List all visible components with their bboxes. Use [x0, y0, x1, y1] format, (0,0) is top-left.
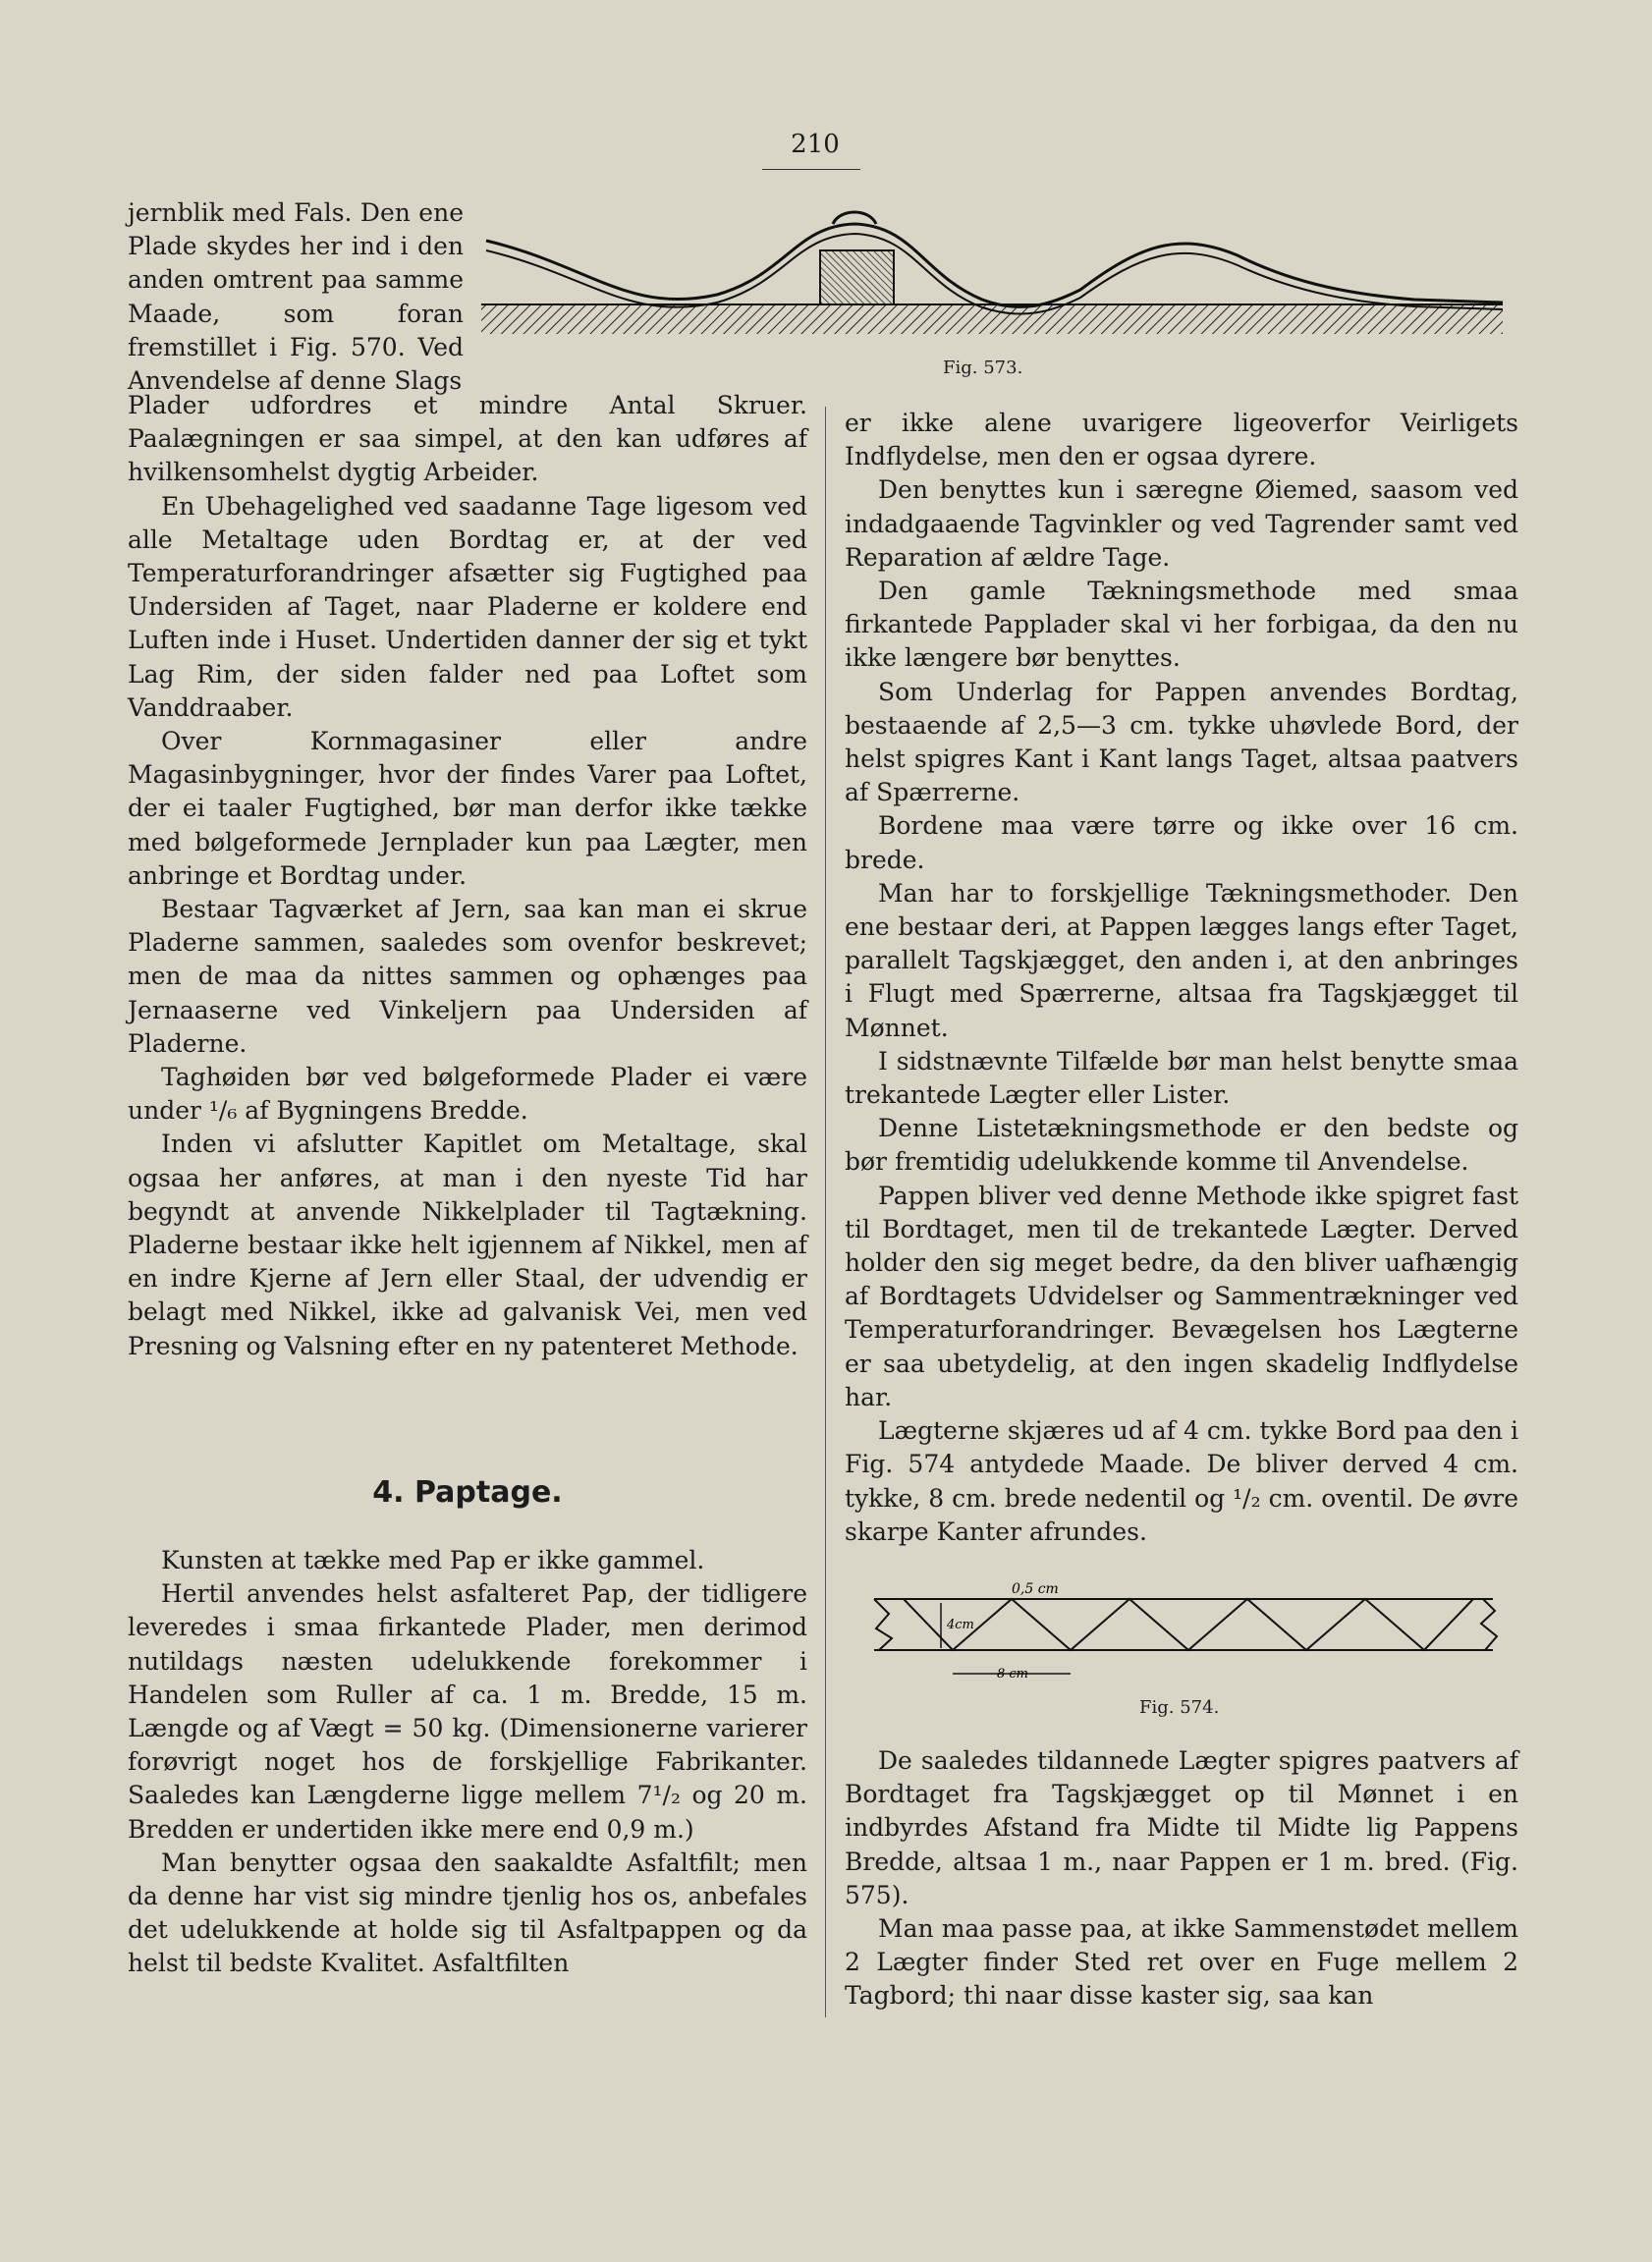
column-divider [825, 407, 826, 2017]
right-paragraph: De saaledes tildannede Lægter spigres paatvers af Bordtaget fra Tagskjægget op til Mønnet i en indbyrdes Afstand fra Midte til Midte lig Pappens Bredde, altsaa 1 m., naar Pappen er 1 m. bred. (Fig. 575). [845, 1746, 1518, 1909]
figure-573-caption: Fig. 573. [943, 358, 1023, 378]
right-paragraph: Bordene maa være tørre og ikke over 16 cm. brede. [845, 811, 1518, 874]
right-paragraph: er ikke alene uvarigere ligeoverfor Veirligets Indflydelse, men den er ogsaa dyrere. [845, 409, 1518, 471]
top-left-paragraph: jernblik med Fals. Den ene Plade skydes her ind i den anden omtrent paa samme Maade, som foran fremstillet i Fig. 570. Ved Anvendelse af denne Slags [128, 198, 464, 396]
page-number-rule [762, 169, 860, 170]
right-paragraph: Som Underlag for Pappen anvendes Bordtag, bestaaende af 2,5—3 cm. tykke uhøvlede Bord, der helst spigres Kant i Kant langs Taget, altsaa paatvers af Spærrerne. [845, 677, 1518, 807]
figure-574-caption: Fig. 574. [1139, 1697, 1220, 1718]
left-paragraph: Bestaar Tagværket af Jern, saa kan man ei skrue Pladerne sammen, saaledes som ovenfor beskrevet; men de maa da nittes sammen og ophænges paa Jernaaserne ved Vinkeljern paa Undersiden af Pladerne. [128, 895, 807, 1058]
right-column [845, 407, 1518, 1549]
right-paragraph: Pappen bliver ved denne Methode ikke spigret fast til Bordtaget, men til de trekantede Lægter. Derved holder den sig meget bedre, da den bliver uafhængig af Bordtagets Udvidelser og Sammentrækninger ved Temperaturforandringer. Bevægelsen hos Lægterne er saa ubetydelig, at den ingen skadelig Indflydelse har. [845, 1181, 1518, 1411]
right-paragraph: I sidstnævnte Tilfælde bør man helst benytte smaa trekantede Lægter eller Lister. [845, 1046, 1518, 1110]
left-paragraph: En Ubehagelighed ved saadanne Tage ligesom ved alle Metaltage uden Bordtag er, at der ved Temperaturforandringer afsætter sig Fugtighed paa Undersiden af Taget, naar Pladerne er koldere end Luften inde i Huset. Undertiden danner der sig et tykt Lag Rim, der siden falder ned paa Loftet som Vanddraaber. [128, 491, 807, 722]
dimension-side: 4cm [947, 1618, 974, 1632]
section-heading: 4. Paptage. [372, 1475, 563, 1510]
right-column-2 [845, 1744, 1518, 2014]
left-paragraph: Inden vi afslutter Kapitlet om Metaltage, skal ogsaa her anføres, at man i den nyeste Tid har begyndt at anvende Nikkelplader til Tagtækning. Pladerne bestaar ikke helt igjennem af Nikkel, men af en indre Kjerne af Jern eller Staal, der udvendig er belagt med Nikkel, ikke ad galvanisk Vei, men ved Presning og Valsning efter en ny patenteret Methode. [128, 1130, 807, 1360]
figure-573 [471, 196, 1513, 344]
left-paragraph: Kunsten at tække med Pap er ikke gammel. [161, 1546, 705, 1574]
left-paragraph: Hertil anvendes helst asfalteret Pap, der tidligere leveredes i smaa firkantede Plader, men derimod nutildags næsten udelukkende forekommer i Handelen som Ruller af ca. 1 m. Bredde, 15 m. Længde og af Vægt = 50 kg. (Dimensionerne varierer forøvrigt noget hos de forskjellige Fabrikanter. Saaledes kan Længderne ligge mellem 7¹/₂ og 20 m. Bredden er undertiden ikke mere end 0,9 m.) [128, 1579, 807, 1844]
left-paragraph: Taghøiden bør ved bølgeformede Plader ei være under ¹/₆ af Bygningens Bredde. [128, 1063, 807, 1126]
corrugated-sheet [486, 224, 1503, 306]
right-paragraph: Den gamle Tækningsmethode med smaa firkantede Papplader skal vi her forbigaa, da den nu ikke længere bør benyttes. [845, 577, 1518, 673]
dimension-top: 0,5 cm [1012, 1581, 1059, 1597]
ridge-block [820, 250, 894, 304]
left-column-2 [128, 1544, 807, 1981]
left-paragraph: Plader udfordres et mindre Antal Skruer. Paalægningen er saa simpel, at den kan udføres af hvilkensomhelst dygtig Arbeider. [128, 391, 807, 487]
ridge-cap [833, 212, 876, 224]
right-paragraph: Lægterne skjæres ud af 4 cm. tykke Bord paa den i Fig. 574 antydede Maade. De bliver derved 4 cm. tykke, 8 cm. brede nedentil og ¹/₂ cm. oventil. De øvre skarpe Kanter afrundes. [845, 1416, 1518, 1546]
left-paragraph: Over Kornmagasiner eller andre Magasinbygninger, hvor der findes Varer paa Loftet, der ei taaler Fugtighed, bør man derfor ikke tække med bølgeformede Jernplader kun paa Lægter, men anbringe et Bordtag under. [128, 727, 807, 890]
right-paragraph: Denne Listetækningsmethode er den bedste og bør fremtidig udelukkende komme til Anvendelse. [845, 1114, 1518, 1177]
left-paragraph: Man benytter ogsaa den saakaldte Asfaltfilt; men da denne har vist sig mindre tjenlig hos os, anbefales det udelukkende at holde sig til Asfaltpappen og da helst til bedste Kvalitet. Asfaltfilten [128, 1848, 807, 1978]
page-number: 210 [791, 130, 840, 159]
right-paragraph: Man har to forskjellige Tækningsmethoder. Den ene bestaar deri, at Pappen lægges langs efter Taget, parallelt Tagskjægget, den anden i, at den anbringes i Flugt med Spærrerne, altsaa fra Tagskjægget til Mønnet. [845, 878, 1518, 1042]
dimension-bottom: 8 cm [997, 1667, 1029, 1682]
right-paragraph: Man maa passe paa, at ikke Sammenstødet mellem 2 Lægter finder Sted ret over en Fuge mellem 2 Tagbord; thi naar disse kaster sig, saa kan [845, 1914, 1518, 2011]
figure-574 [864, 1579, 1503, 1697]
top-left-text [128, 196, 464, 398]
left-column [128, 389, 807, 1363]
board-hatch [481, 304, 1503, 334]
right-paragraph: Den benyttes kun i særegne Øiemed, saasom ved indadgaaende Tagvinkler og ved Tagrender samt ved Reparation af ældre Tage. [845, 475, 1518, 572]
